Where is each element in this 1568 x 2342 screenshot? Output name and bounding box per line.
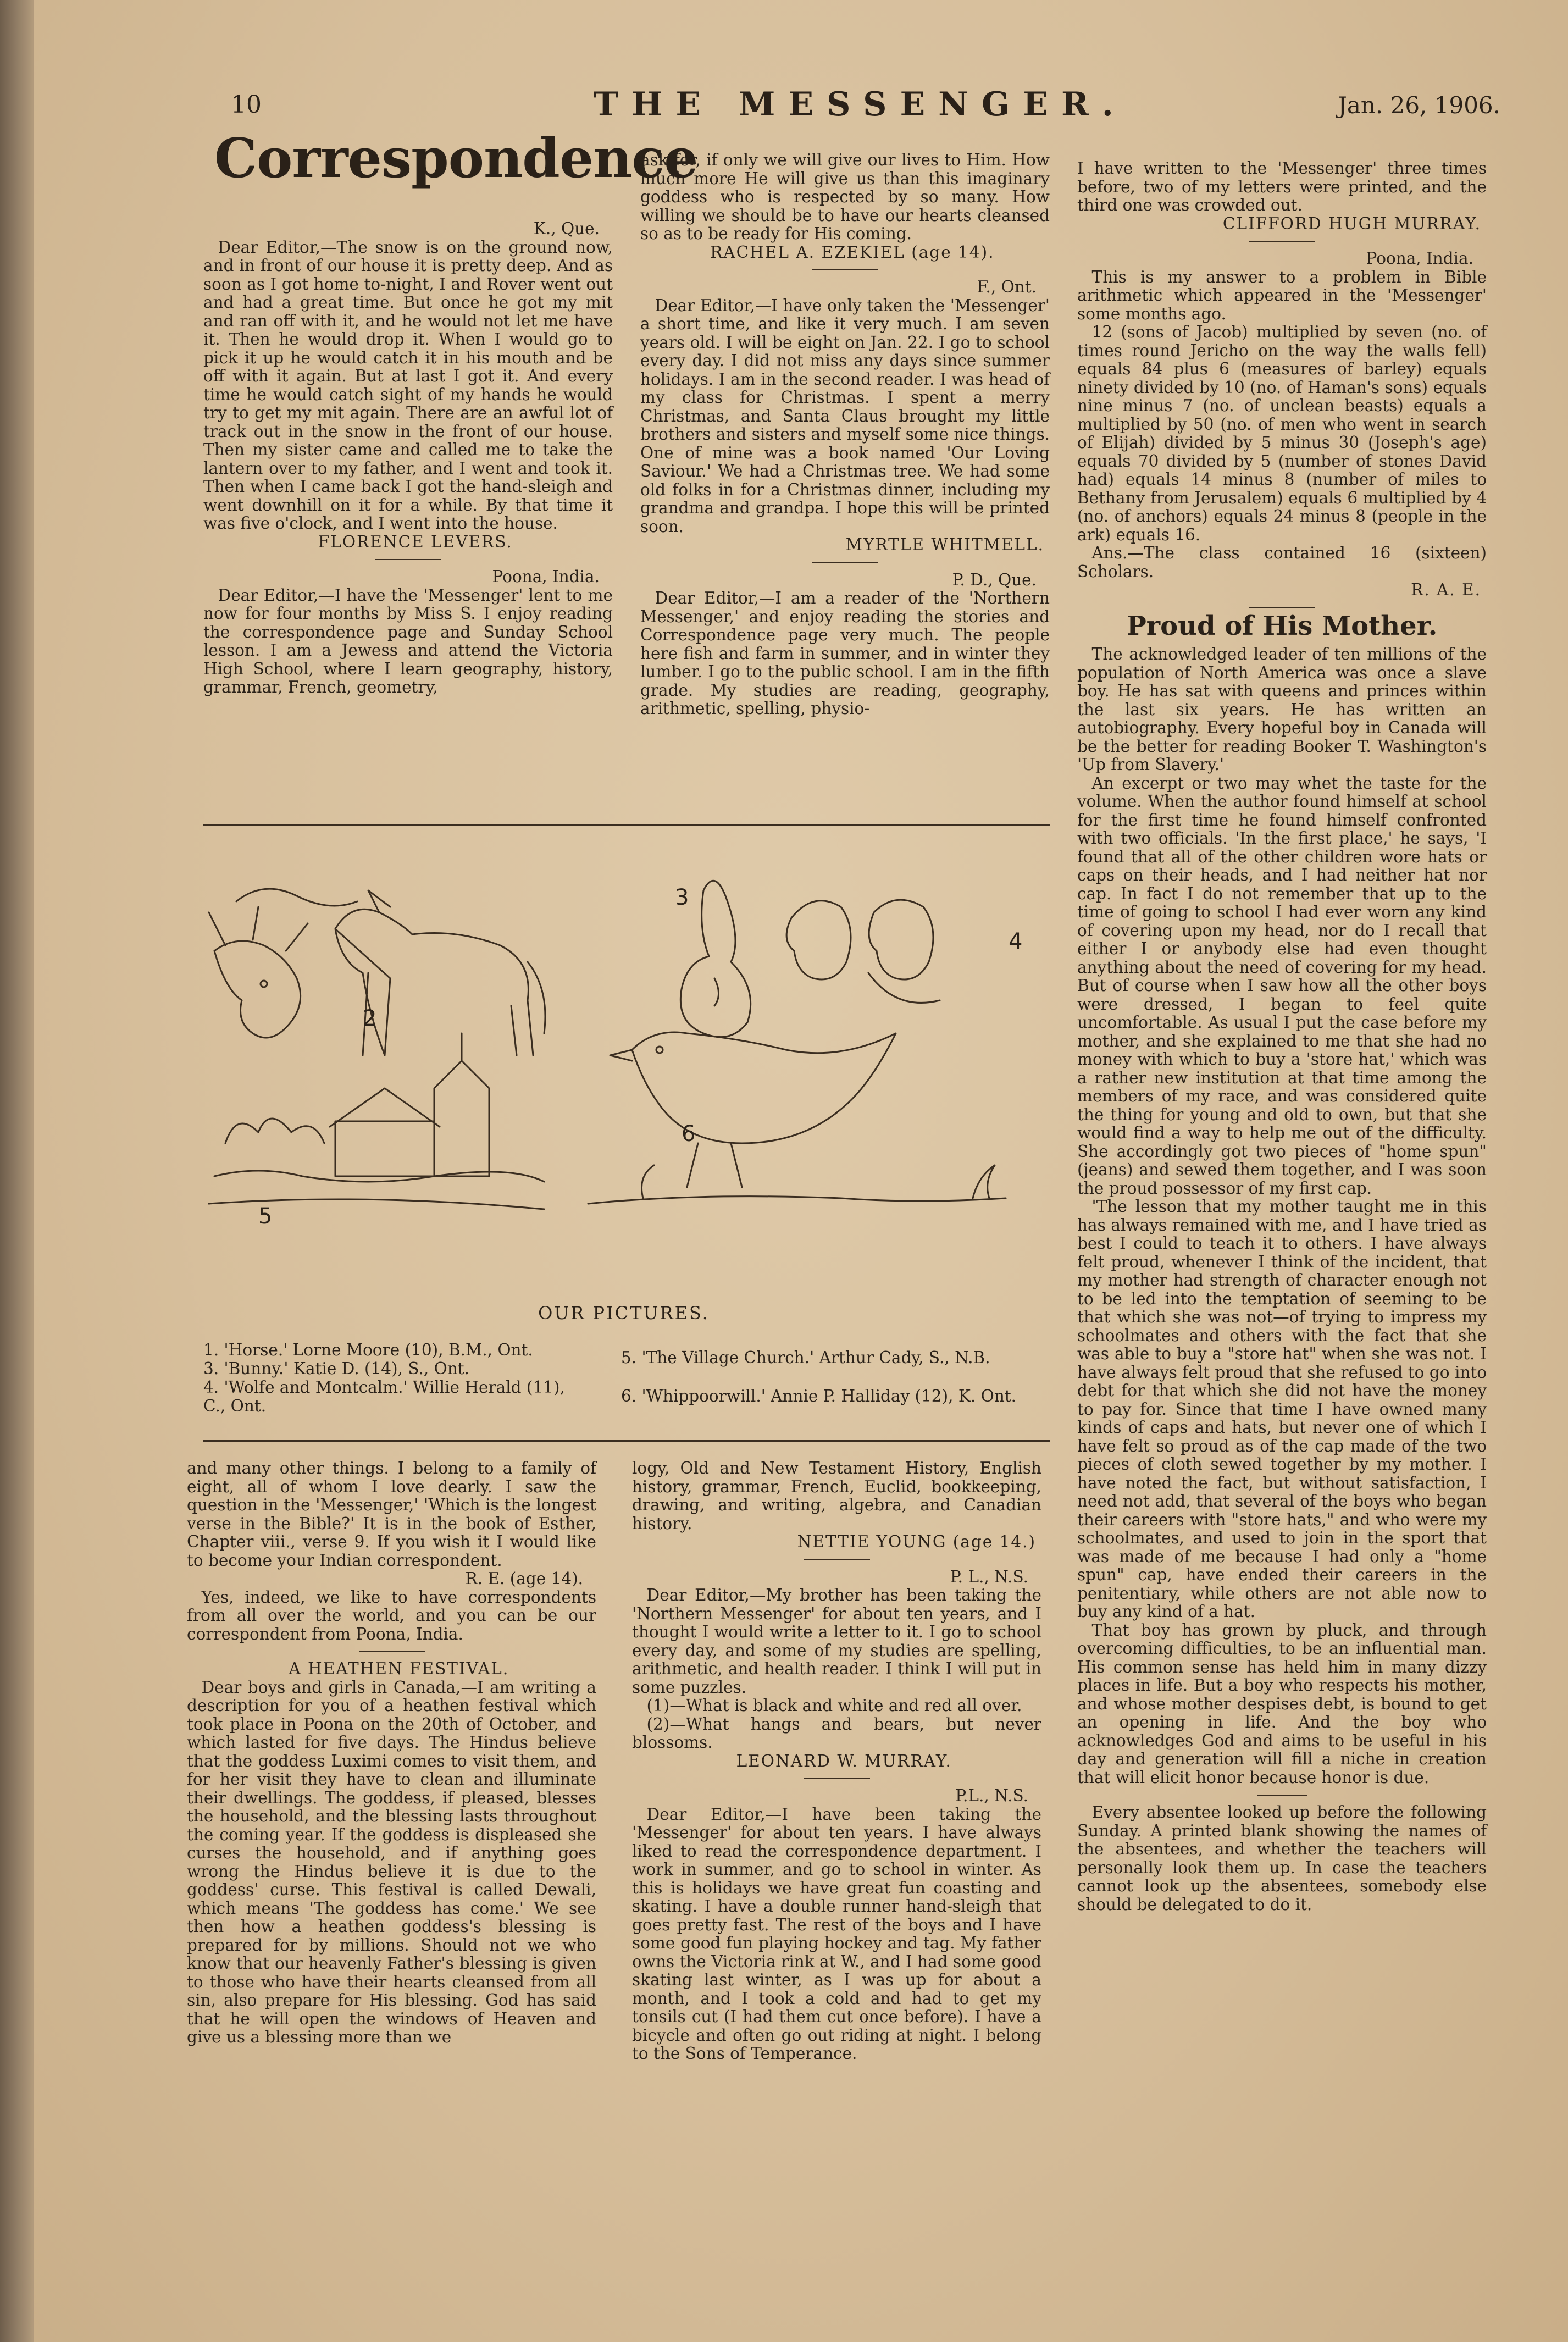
bible-arithmetic-answer: 12 (sons of Jacob) multiplied by seven (no. of times round Jericho on the way the walls fell) equals 84 plus 6 (measures of barley) equals ninety divided by 10 (no. of Haman's sons) equals nine minus 7 (no. of unclean beasts) equals a multiplied by 50 (no. of men who went in search of Elijah) divided by 5 minus 30 (Joseph's age) equals 70 divided by 5 (number of stones David had) equals 14 minus 8 (number of miles to Bethany from Jerusalem) equals 6 multiplied by 4 (no. of anchors) equals 24 minus 8 (people in the ark) equals 16.	[1077, 323, 1487, 544]
letter-body: ask for, if only we will give our lives to Him. How much more He will give us than this imaginary goddess who is respected by so many. How willing we should be to have our hearts cleansed so as to be ready for His coming.	[640, 151, 1050, 243]
drawing-label-4: 4	[1009, 929, 1023, 954]
letter-body: and many other things. I belong to a family of eight, all of whom I love dearly. I saw the question in the 'Messenger,' 'Which is the longest verse in the Bible?' It is in the book of Esther, Chapter viii., verse 9. If you wish it I would like to become your Indian correspondent.	[187, 1459, 596, 1570]
article-paragraph: That boy has grown by pluck, and through overcoming difficulties, to be an influential man. His common sense has held him in many dizzy places in life. But a boy who respects his mother, and whose mother despises debt, is bound to get an opening in life. And the boy who acknowledges God and aims to be useful in his day and generation will fill a niche in creation that will elicit honor because honor is due.	[1077, 1620, 1487, 1787]
whippoorwill-drawing	[588, 1032, 1006, 1204]
letter-signature: NETTIE YOUNG (age 14.)	[797, 1532, 1036, 1551]
lower-column-1	[187, 1459, 596, 2047]
upper-column-2	[640, 151, 1050, 718]
letter-location: F., Ont.	[977, 278, 1037, 296]
letter-body: Dear Editor,—The snow is on the ground now, and in front of our house it is pretty deep. And as soon as I got home to-night, I and Rover went out and had a great time. But once he got my mit and ran off with it, and he would not let me have it. Then he would drop it. When I would go to pick it up he would catch it in his mouth and be off with it again. But at last I got it. And every time he would catch sight of my hands he would try to get my mit again. There are an awful lot of track out in the snow in the front of our house. Then my sister came and called me to take the lantern over to my father, and I went and took it. Then when I came back I got the hand-sleigh and went downhill on it for a while. By that time it was five o'clock, and I went into the house.	[203, 237, 613, 533]
our-pictures-title: OUR PICTURES.	[538, 1303, 710, 1324]
editor-reply: Yes, indeed, we like to have correspondents from all over the world, and you can be our correspondent from Poona, India.	[187, 1587, 596, 1643]
article-paragraph: An excerpt or two may whet the taste for the volume. When the author found himself at school for the first time he found himself confronted with two officials. 'In the first place,' he says, 'I found that all of the other children wore hats or caps on their heads, and I had neither hat nor cap. In fact I do not remember that up to the time of going to school I had ever worn any kind of covering upon my head, nor do I recall that either I or anybody else had even thought anything about the need of covering for my head. But of course when I saw how all the other boys were dressed, I began to feel quite uncomfortable. As usual I put the case before my mother, and she explained to me that she had no money with which to buy a 'store hat,' which was a rather new institution at that time among the members of my race, and was considered quite the thing for young and old to own, but that she would find a way to help me out of the difficulty. She accordingly got two pieces of "home spun" (jeans) and sewed them together, and I was soon the proud possessor of my first cap.	[1077, 773, 1487, 1198]
page-number: 10	[231, 91, 262, 119]
divider-rule	[359, 1651, 425, 1652]
drawing-label-6: 6	[682, 1121, 696, 1147]
letter-location: P. D., Que.	[952, 570, 1037, 589]
proud-of-his-mother-heading: Proud of His Mother.	[1126, 610, 1438, 641]
answer-line: Ans.—The class contained 16 (sixteen) Scholars.	[1077, 544, 1487, 581]
heathen-festival-heading: A HEATHEN FESTIVAL.	[289, 1659, 509, 1678]
bunny-drawing	[680, 881, 750, 1037]
letter-body: Dear boys and girls in Canada,—I am writing a description for you of a heathen festival which took place in Poona on the 20th of October, and which lasted for five days. The Hindus believe that the goddess Luximi comes to visit them, and for her visit they have to clean and illuminate their dwellings. The goddess, if pleased, blesses the household, and the blessing lasts throughout the coming year. If the goddess is displeased she curses the household, and if anything goes wrong the Hindus believe it is due to the goddess' curse. This festival is called Dewali, which means 'The goddess has come.' We see then how a heathen goddess's blessing is prepared for by millions. Should not we who know that our heavenly Father's blessing is given to those who have their hearts cleansed from all sin, also prepare for His blessing. God has said that he will open the windows of Heaven and give us a blessing more than we	[187, 1677, 596, 2046]
drawing-label-3: 3	[675, 885, 689, 910]
picture-credit: 4. 'Wolfe and Montcalm.' Willie Herald (11), C., Ont.	[203, 1378, 565, 1415]
section-rule-bottom	[203, 1440, 1050, 1442]
letter-location: Poona, India.	[1366, 249, 1473, 268]
divider-rule	[1249, 607, 1315, 608]
divider-rule	[1249, 241, 1315, 242]
village-church-drawing	[209, 1033, 544, 1209]
letter-location: P. L., N.S.	[950, 1567, 1028, 1586]
puzzle: (2)—What hangs and bears, but never blossoms.	[632, 1714, 1041, 1752]
picture-credit: 3. 'Bunny.' Katie D. (14), S., Ont.	[203, 1359, 470, 1378]
letter-signature: LEONARD W. MURRAY.	[736, 1751, 952, 1770]
puzzle: (1)—What is black and white and red all over.	[646, 1696, 1022, 1715]
letter-signature: CLIFFORD HUGH MURRAY.	[1222, 214, 1481, 233]
ornament-rule	[1257, 1795, 1307, 1796]
picture-credit: 5. 'The Village Church.' Arthur Cady, S., N.B.	[621, 1348, 990, 1367]
letter-body: Dear Editor,—I am a reader of the 'Northern Messenger,' and enjoy reading the stories and Correspondence page very much. The people here fish and farm in summer, and in winter they lumber. I go to the public school. I am in the fifth grade. My studies are reading, geography, arithmetic, spelling, physio-	[640, 589, 1050, 718]
drawings-figure	[203, 868, 1044, 1264]
letter-body: This is my answer to a problem in Bible arithmetic which appeared in the 'Messenger' some months ago.	[1077, 267, 1487, 323]
readers-drawings-illustration	[203, 868, 1044, 1264]
letter-signature: FLORENCE LEVERS.	[318, 532, 513, 551]
article-paragraph: 'The lesson that my mother taught me in this has always remained with me, and I have tried as best I could to teach it to others. I have always felt proud, whenever I think of the incident, that my mother had strength of character enough not to be led into the temptation of seeming to be that which she was not—of trying to impress my schoolmates and others with the fact that she was able to buy a "store hat" when she was not. I have always felt proud that she refused to go into debt for that which she did not have the money to pay for. Since that time I have owned many kinds of caps and hats, but never one of which I have felt so proud as of the cap made of the two pieces of cloth sewed together by my mother. I have noted the fact, but without satisfaction, I need not add, that several of the boys who began their careers with "store hats," and who were my schoolmates, and used to join in the sport that was made of me because I had only a "home spun" cap, have ended their careers in the penitentiary, while others are not able now to buy any kind of a hat.	[1077, 1197, 1487, 1621]
divider-rule	[812, 562, 878, 563]
upper-column-1	[203, 220, 613, 697]
drawing-label-5: 5	[258, 1204, 273, 1229]
letter-signature: RACHEL A. EZEKIEL (age 14).	[710, 242, 995, 262]
letter-location: K., Que.	[533, 219, 600, 238]
animal-head-drawing	[209, 889, 357, 1038]
letter-body: I have written to the 'Messenger' three times before, two of my letters were printed, and the third one was crowded out.	[1077, 159, 1487, 214]
lower-column-2	[632, 1459, 1041, 2063]
letter-body: Dear Editor,—My brother has been taking the 'Northern Messenger' for about ten years, and I thought I would write a letter to it. I go to school every day, and some of my studies are spelling, arithmetic, and health reader. I think I will put in some puzzles.	[632, 1586, 1041, 1697]
drawing-label-2: 2	[363, 1006, 377, 1031]
letter-signature: MYRTLE WHITMELL.	[845, 535, 1044, 554]
letter-location: P.L., N.S.	[955, 1786, 1028, 1805]
letter-body: Dear Editor,—I have been taking the 'Messenger' for about ten years. I have always liked to read the correspondence department. I work in summer, and go to school in winter. As this is holidays we have great fun coasting and skating. I have a double runner hand-sleigh that goes pretty fast. The rest of the boys and I have some good fun playing hockey and tag. My father owns the Victoria rink at W., and I had some good skating last winter, as I was up for about a month, and I took a cold and had to get my tonsils cut (I had them cut once before). I have a bicycle and often go out riding at night. I belong to the Sons of Temperance.	[632, 1804, 1041, 2063]
correspondence-heading: Correspondence	[214, 127, 698, 190]
picture-credit: 1. 'Horse.' Lorne Moore (10), B.M., Ont.	[203, 1341, 533, 1359]
letter-location: Poona, India.	[492, 567, 600, 586]
masthead-title: THE MESSENGER.	[594, 85, 1127, 124]
letter-signature: R. A. E.	[1411, 580, 1481, 599]
article-note: Every absentee looked up before the following Sunday. A printed blank showing the names of the absentees, and whether the teachers will personally look them up. In case the teachers cannot look up the absentees, somebody else should be delegated to do it.	[1077, 1803, 1487, 1914]
portrait-drawings	[786, 900, 940, 1003]
section-rule-top	[203, 824, 1050, 826]
divider-rule	[812, 269, 878, 270]
picture-credit: 6. 'Whippoorwill.' Annie P. Halliday (12), K. Ont.	[621, 1387, 1017, 1405]
letter-body: Dear Editor,—I have the 'Messenger' lent to me now for four months by Miss S. I enjoy reading the correspondence page and Sunday School lesson. I am a Jewess and attend the Victoria High School, where I learn geography, history, grammar, French, geometry,	[203, 585, 613, 696]
letter-signature: R. E. (age 14).	[465, 1569, 583, 1588]
article-paragraph: The acknowledged leader of ten millions of the population of North America was once a slave boy. He has sat with queens and princes within the last six years. He has written an autobiography. Every hopeful boy in Canada will be the better for reading Booker T. Washington's 'Up from Slavery.'	[1077, 645, 1487, 774]
divider-rule	[804, 1778, 870, 1779]
upper-column-3	[1077, 159, 1487, 1914]
issue-date: Jan. 26, 1906.	[1337, 92, 1500, 119]
divider-rule	[804, 1559, 870, 1560]
page-binding-edge	[0, 0, 34, 2342]
letter-body: Dear Editor,—I have only taken the 'Messenger' a short time, and like it very much. I am seven years old. I will be eight on Jan. 22. I go to school every day. I did not miss any days since summer holidays. I am in the second reader. I was head of my class for Christmas. I spent a merry Christmas, and Santa Claus brought my little brothers and sisters and myself some nice things. One of mine was a book named 'Our Loving Saviour.' We had a Christmas tree. We had some old folks in for a Christmas dinner, including my grandma and grandpa. I hope this will be printed soon.	[640, 296, 1050, 536]
divider-rule	[375, 559, 441, 560]
letter-body: logy, Old and New Testament History, English history, grammar, French, Euclid, bookkeeping, drawing, and writing, algebra, and Canadian history.	[632, 1459, 1041, 1533]
